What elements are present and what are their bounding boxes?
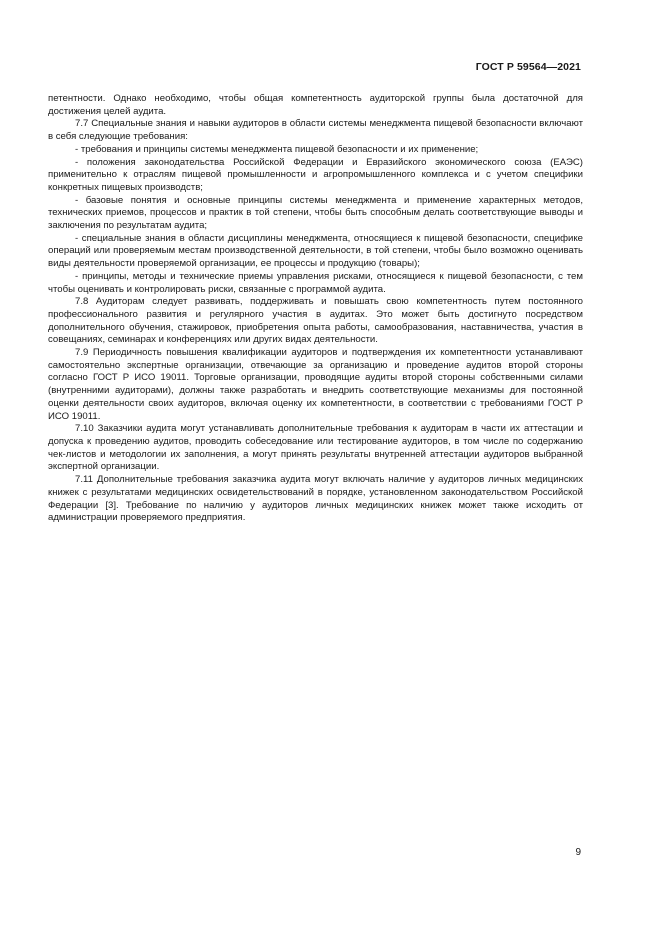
list-item-requirements: - требования и принципы системы менеджмента пищевой безопасности и их применение; [75, 143, 479, 155]
list-item-special-knowledge: - специальные знания в области дисциплины менеджмента, относящиеся к пищевой безопасности, специфике операций или проверяемым местам производственной деятельности, в той степени, чтобы было возможно оценивать виды деятельности проверяемой организации, ее процессы и продукцию (товары); [48, 232, 583, 270]
paragraph-continuation: петентности. Однако необходимо, чтобы общая компетентность аудиторской группы была достаточной для достижения целей аудита. [48, 93, 583, 117]
document-body [48, 93, 583, 525]
page-number: 9 [575, 847, 581, 858]
list-item-risk-management: - принципы, методы и технические приемы управления рисками, относящиеся к пищевой безопасности, с тем чтобы оценивать и контролировать риски, связанные с программой аудита. [48, 270, 583, 295]
paragraph-7-7: 7.7 Специальные знания и навыки аудиторов в области системы менеджмента пищевой безопасности включают в себя следующие требования: [48, 118, 583, 143]
paragraph-7-9: 7.9 Периодичность повышения квалификации аудиторов и подтверждения их компетентности устанавливают самостоятельно экспертные организации, отвечающие за организацию и проведение аудитов второй стороны согласно ГОСТ Р ИСО 19011. Торговые организации, проводящие аудиты второй стороны собственными силами (внутренними аудиторами), должны также разработать и внедрить соответствующие механизмы для постоянной оценки деятельности своих аудиторов, включая оценку их компетентности, в соответствии с требованиями ГОСТ Р ИСО 19011. [48, 347, 583, 422]
paragraph-7-11: 7.11 Дополнительные требования заказчика аудита могут включать наличие у аудиторов личных медицинских книжек с результатами медицинских освидетельствований в порядке, установленном законодательством Российской Федерации [3]. Требование по наличию у аудиторов личных медицинских книжек может также исходить от администрации проверяемого предприятия. [48, 474, 583, 524]
list-item-basic-concepts: - базовые понятия и основные принципы системы менеджмента и применение характерных методов, технических приемов, процессов и практик в той степени, чтобы быть способным делать соответствующие выводы и заключения по результатам аудита; [48, 194, 583, 232]
paragraph-7-8: 7.8 Аудиторам следует развивать, поддерживать и повышать свою компетентность путем постоянного профессионального развития и регулярного участия в аудитах. Это может быть достигнуто посредством дополнительного обучения, стажировок, приобретения опыта работы, самообразования, наставничества, участия в совещаниях, семинарах и конференциях или других видах деятельности. [48, 296, 583, 346]
list-item-legislation: - положения законодательства Российской Федерации и Евразийского экономического союза (ЕАЭС) применительно к отраслям пищевой промышленности и агропромышленного комплекса и с учетом специфики конкретных пищевых производств; [48, 156, 583, 193]
document-header-standard: ГОСТ Р 59564—2021 [475, 61, 581, 73]
paragraph-7-10: 7.10 Заказчики аудита могут устанавливать дополнительные требования к аудиторам в части их аттестации и допуска к проведению аудитов, проводить собеседование или тестирование аудиторов, в том числе по содержанию чек-листов и методологии их заполнения, а могут принять результаты внутренней аттестации аудиторов выбранной экспертной организации. [48, 423, 583, 473]
